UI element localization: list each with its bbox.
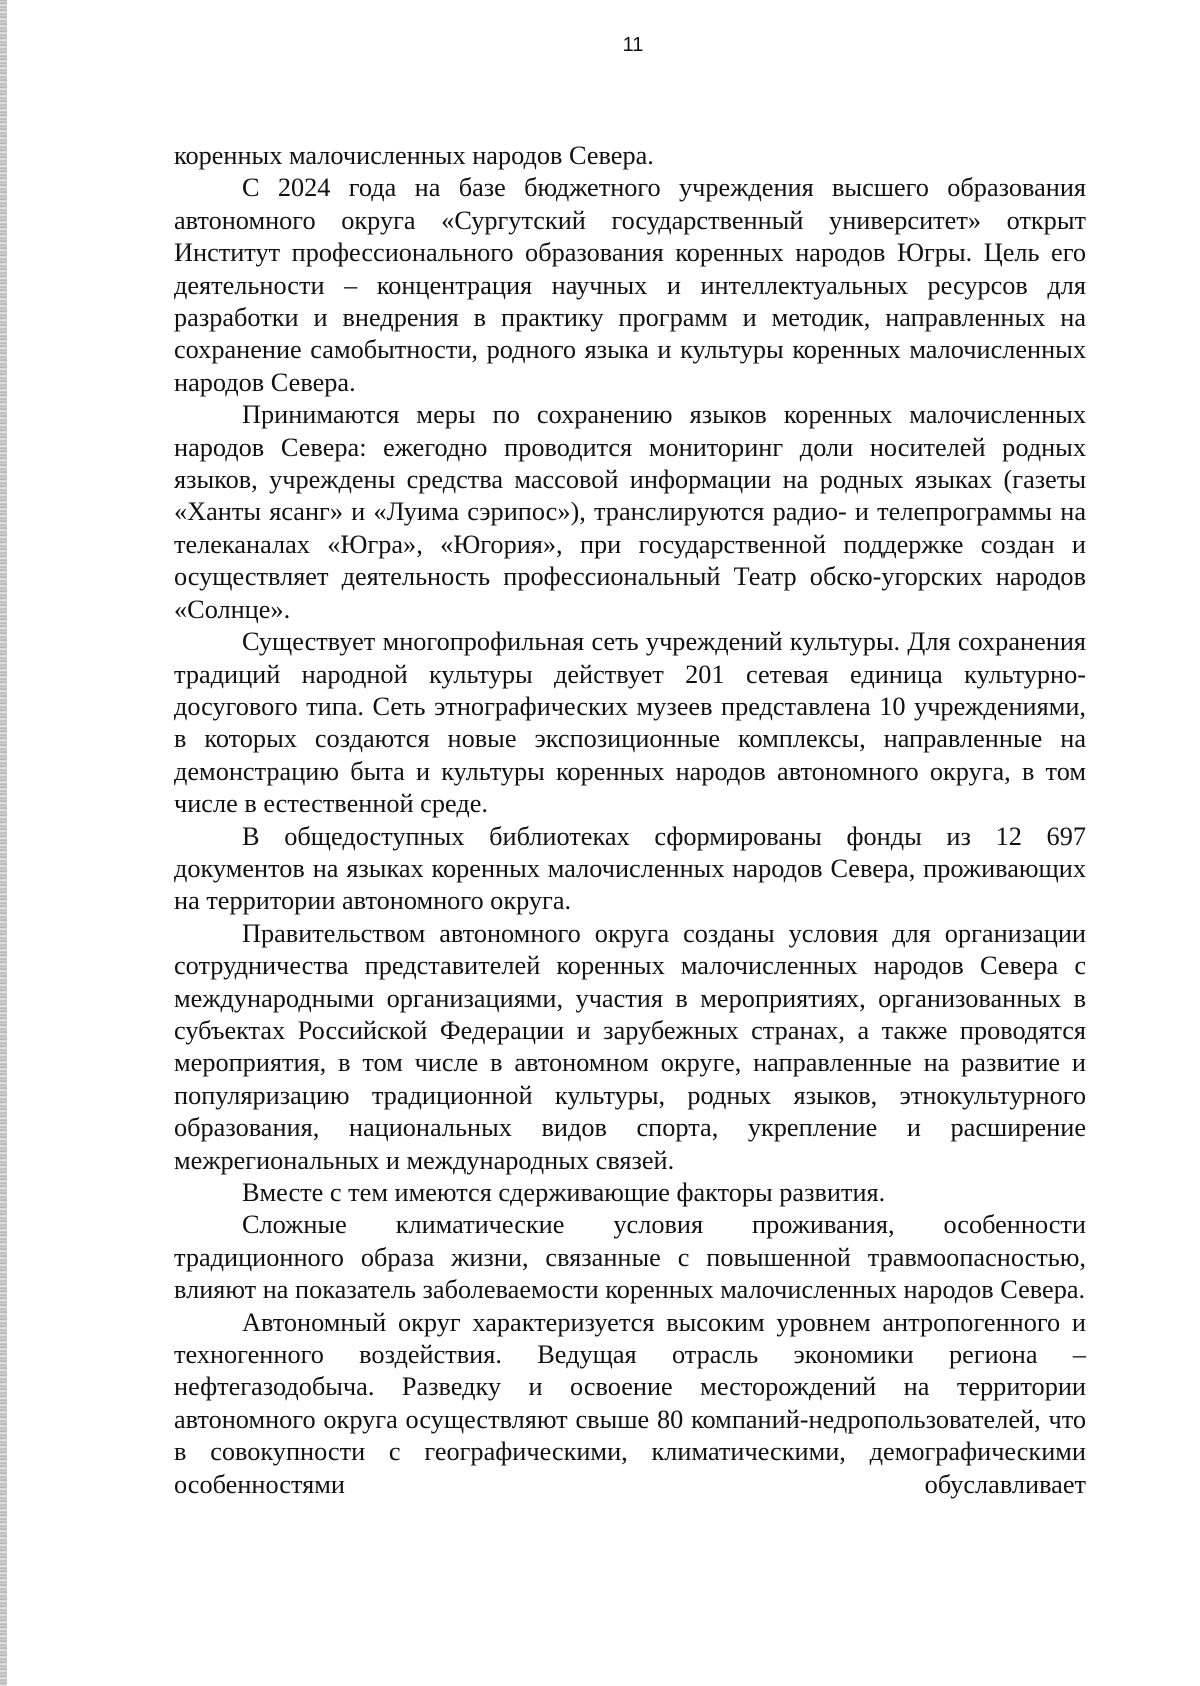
paragraph-constraints: Вместе с тем имеются сдерживающие факторы развития. (242, 1178, 886, 1207)
paragraph-culture-network: Существует многопрофильная сеть учреждений культуры. Для сохранения традиций народной культуры действует 201 сетевая единица культурно-досугового типа. Сеть этнографических музеев представлена 10 учреждениями, в которых создаются новые экспозиционные комплексы, направленные на демонстрацию быта и культуры коренных народов автономного округа, в том числе в естественной среде. (174, 627, 1086, 819)
paragraph-continuation: коренных малочисленных народов Севера. (174, 141, 654, 170)
document-body (174, 140, 1086, 1501)
paragraph-climate: Сложные климатические условия проживания, особенности традиционного образа жизни, связанные с повышенной травмоопасностью, влияют на показатель заболеваемости коренных малочисленных народов Севера. (174, 1210, 1086, 1305)
paragraph-industry: Автономный округ характеризуется высоким уровнем антропогенного и техногенного воздействия. Ведущая отрасль экономики региона – нефтегазодобыча. Разведку и освоение месторождений на территории автономного округа осуществляют свыше 80 компаний-недропользователей, что в совокупности с географическими, климатическими, демографическими особенностями обуславливает (174, 1307, 1086, 1499)
paragraph-libraries: В общедоступных библиотеках сформированы фонды из 12 697 документов на языках коренных малочисленных народов Севера, проживающих на территории автономного округа. (174, 821, 1086, 916)
paragraph-institute: С 2024 года на базе бюджетного учреждения высшего образования автономного округа «Сургутский государственный университет» открыт Институт профессионального образования коренных народов Югры. Цель его деятельности – концентрация научных и интеллектуальных ресурсов для разработки и внедрения в практику программ и методик, направленных на сохранение самобытности, родного языка и культуры коренных малочисленных народов Севера. (174, 173, 1086, 397)
scan-edge-artifact (0, 0, 7, 1686)
page-number: 11 (622, 34, 644, 56)
paragraph-cooperation: Правительством автономного округа созданы условия для организации сотрудничества представителей коренных малочисленных народов Севера с международными организациями, участия в мероприятиях, организованных в субъектах Российской Федерации и зарубежных странах, а также проводятся мероприятия, в том числе в автономном округе, направленные на развитие и популяризацию традиционной культуры, родных языков, этнокультурного образования, национальных видов спорта, укрепление и расширение межрегиональных и международных связей. (174, 918, 1086, 1175)
paragraph-languages: Принимаются меры по сохранению языков коренных малочисленных народов Севера: ежегодно проводится мониторинг доли носителей родных языков, учреждены средства массовой информации на родных языках (газеты «Ханты ясанг» и «Луима сэрипос»), транслируются радио- и телепрограммы на телеканалах «Югра», «Югория», при государственной поддержке создан и осуществляет деятельность профессиональный Театр обско-угорских народов «Солнце». (174, 400, 1086, 624)
